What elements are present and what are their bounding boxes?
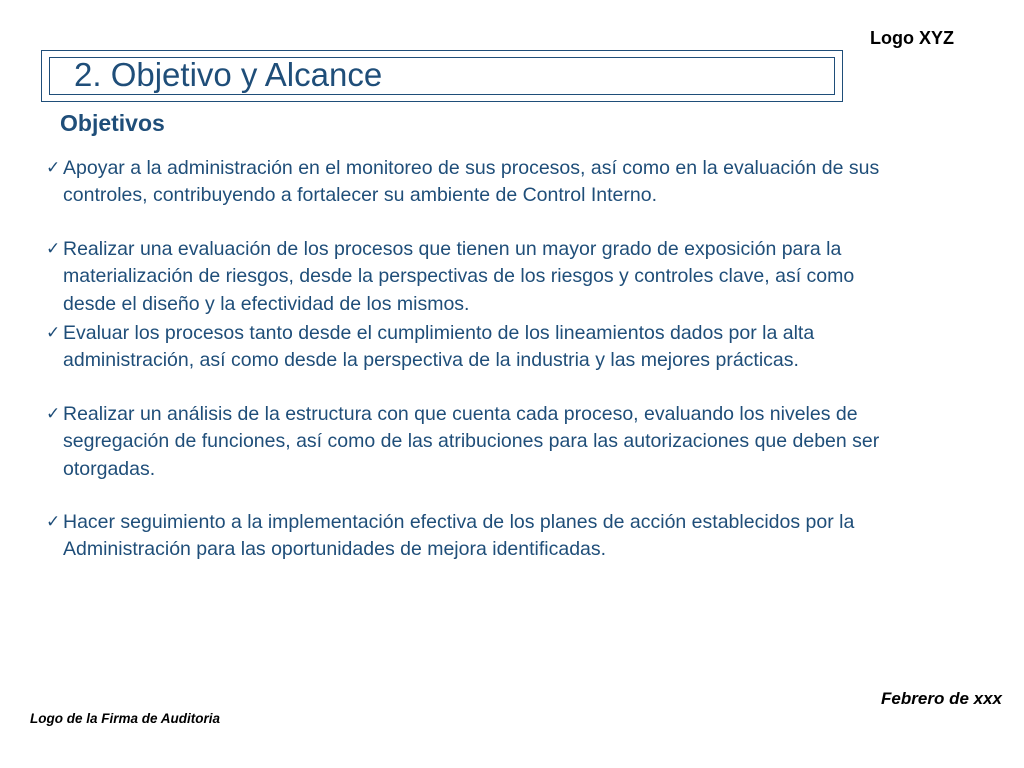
objective-text: Realizar un análisis de la estructura con que cuenta cada proceso, evaluando los niveles de segregación de funciones, así como de las atribuciones para las autorizaciones que deben ser otorgadas. — [63, 402, 880, 480]
checkmark-icon: ✓ — [46, 158, 61, 178]
client-logo-text: Logo XYZ — [870, 28, 954, 48]
objective-item — [46, 236, 886, 318]
objectives-list — [46, 155, 886, 564]
objective-item — [46, 320, 886, 375]
objective-text: Apoyar a la administración en el monitoreo de sus procesos, así como en la evaluación de sus controles, contribuyendo a fortalecer su ambiente de Control Interno. — [63, 157, 880, 207]
section-heading: Objetivos — [60, 110, 165, 136]
checkmark-icon: ✓ — [46, 512, 61, 533]
audit-firm-logo-text: Logo de la Firma de Auditoria — [30, 711, 221, 726]
footer-date: Febrero de xxx — [881, 689, 1002, 708]
title-frame — [41, 50, 843, 102]
objective-item — [46, 509, 886, 564]
objective-item — [46, 401, 886, 483]
objective-text: Realizar una evaluación de los procesos que tienen un mayor grado de exposición para la materialización de riesgos, desde la perspectivas de los riesgos y controles clave, así como desde el diseño y la efectividad de los mismos. — [63, 237, 855, 315]
objective-text: Evaluar los procesos tanto desde el cumplimiento de los lineamientos dados por la alta administración, así como desde la perspectiva de la industria y las mejores prácticas. — [63, 322, 815, 372]
objective-item — [46, 155, 886, 210]
checkmark-icon: ✓ — [46, 403, 61, 424]
objective-text: Hacer seguimiento a la implementación efectiva de los planes de acción establecidos por la Administración para las oportunidades de mejora identificadas. — [63, 511, 855, 561]
slide-title: 2. Objetivo y Alcance — [74, 56, 383, 93]
title-inner-frame — [49, 57, 835, 95]
checkmark-icon: ✓ — [46, 238, 61, 259]
checkmark-icon: ✓ — [46, 323, 61, 344]
